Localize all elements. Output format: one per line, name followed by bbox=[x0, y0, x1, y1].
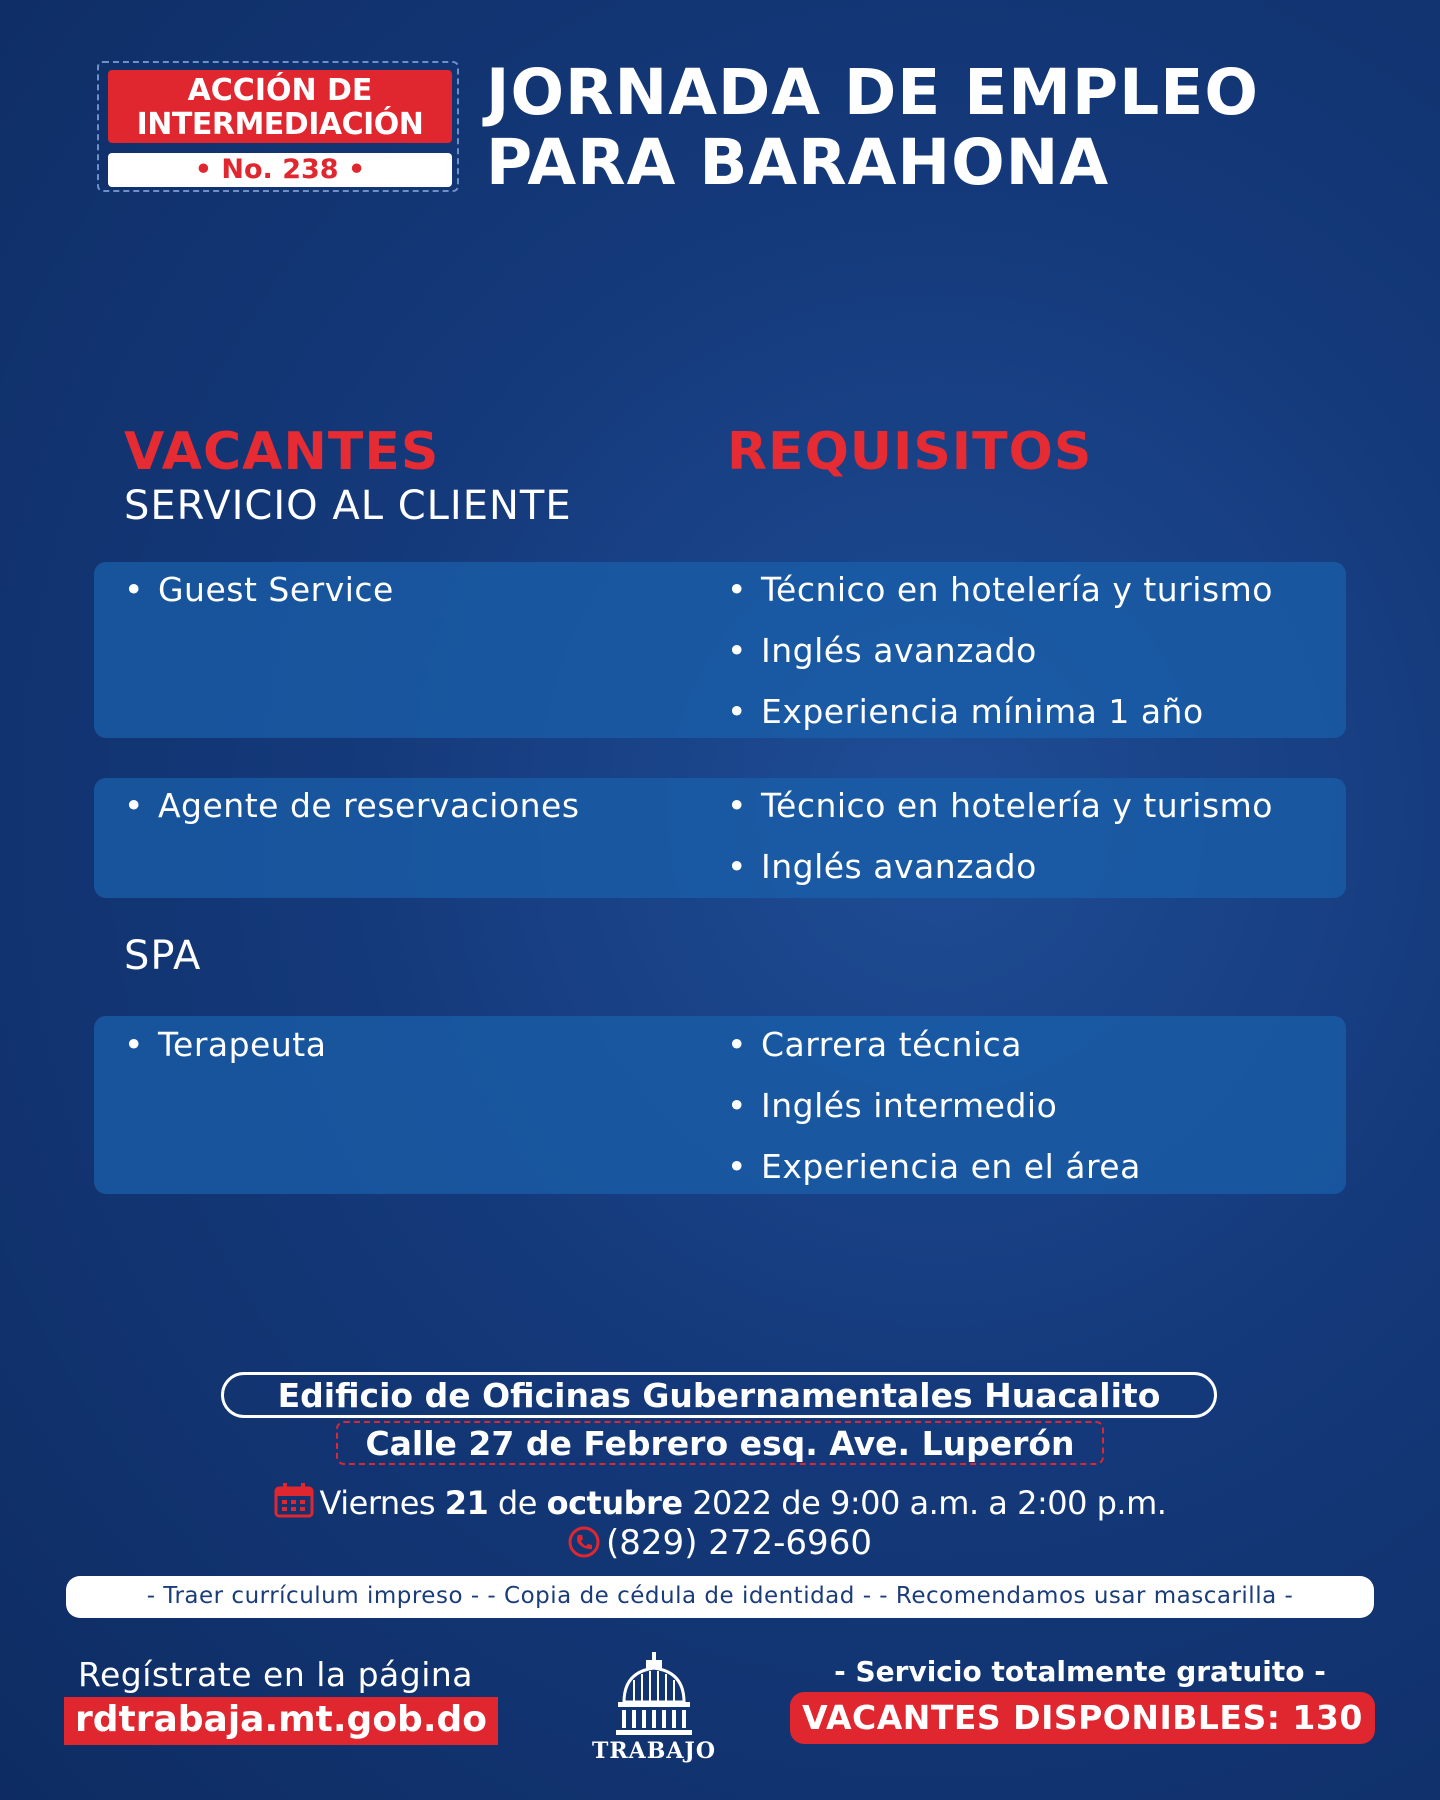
category-servicio-al-cliente: SERVICIO AL CLIENTE bbox=[124, 483, 572, 529]
requirement-item: • Inglés intermedio bbox=[727, 1086, 1057, 1125]
date-time: 2022 de 9:00 a.m. a 2:00 p.m. bbox=[692, 1484, 1167, 1522]
requirement-item: • Técnico en hotelería y turismo bbox=[727, 570, 1273, 609]
free-service-label: - Servicio totalmente gratuito - bbox=[834, 1655, 1326, 1688]
job-title: • Terapeuta bbox=[124, 1025, 326, 1064]
page-title-line-2: PARA BARAHONA bbox=[486, 126, 1110, 199]
event-street: Calle 27 de Febrero esq. Ave. Luperón bbox=[365, 1424, 1075, 1463]
vacancies-count: VACANTES DISPONIBLES: 130 bbox=[802, 1698, 1363, 1737]
phone-number: (829) 272-6960 bbox=[606, 1523, 872, 1563]
badge-line-2: INTERMEDIACIÓN bbox=[136, 107, 424, 142]
requirement-item: • Experiencia en el área bbox=[727, 1147, 1141, 1186]
date-de: de bbox=[497, 1484, 537, 1522]
vacantes-heading: VACANTES bbox=[124, 422, 440, 482]
logo-text: TRABAJO bbox=[592, 1738, 716, 1764]
capitol-dome-icon bbox=[610, 1650, 698, 1742]
phone-icon bbox=[568, 1526, 600, 1567]
requisitos-heading: REQUISITOS bbox=[727, 422, 1093, 482]
badge-line-1: ACCIÓN DE bbox=[187, 73, 373, 108]
requirement-item: • Inglés avanzado bbox=[727, 631, 1037, 670]
event-date bbox=[0, 1482, 1440, 1526]
calendar-icon bbox=[274, 1482, 314, 1526]
date-weekday: Viernes bbox=[319, 1484, 436, 1522]
requirement-item: • Experiencia mínima 1 año bbox=[727, 692, 1204, 731]
event-phone bbox=[0, 1523, 1440, 1567]
event-building: Edificio de Oficinas Gubernamentales Huacalito bbox=[277, 1376, 1161, 1415]
requirements-bar-text: - Traer currículum impreso - - Copia de cédula de identidad - - Recomendamos usar mascarilla - bbox=[146, 1583, 1294, 1609]
requirement-item: • Carrera técnica bbox=[727, 1025, 1022, 1064]
date-day: 21 bbox=[444, 1484, 489, 1522]
register-url-link[interactable]: rdtrabaja.mt.gob.do bbox=[75, 1699, 487, 1740]
requirement-item: • Técnico en hotelería y turismo bbox=[727, 786, 1273, 825]
category-spa: SPA bbox=[124, 933, 202, 979]
requirement-item: • Inglés avanzado bbox=[727, 847, 1037, 886]
page-title-line-1: JORNADA DE EMPLEO bbox=[486, 56, 1259, 129]
date-month: octubre bbox=[546, 1484, 683, 1522]
job-title: • Agente de reservaciones bbox=[124, 786, 580, 825]
badge-number: • No. 238 • bbox=[194, 154, 366, 185]
job-title: • Guest Service bbox=[124, 570, 394, 609]
register-label: Regístrate en la página bbox=[78, 1655, 474, 1694]
